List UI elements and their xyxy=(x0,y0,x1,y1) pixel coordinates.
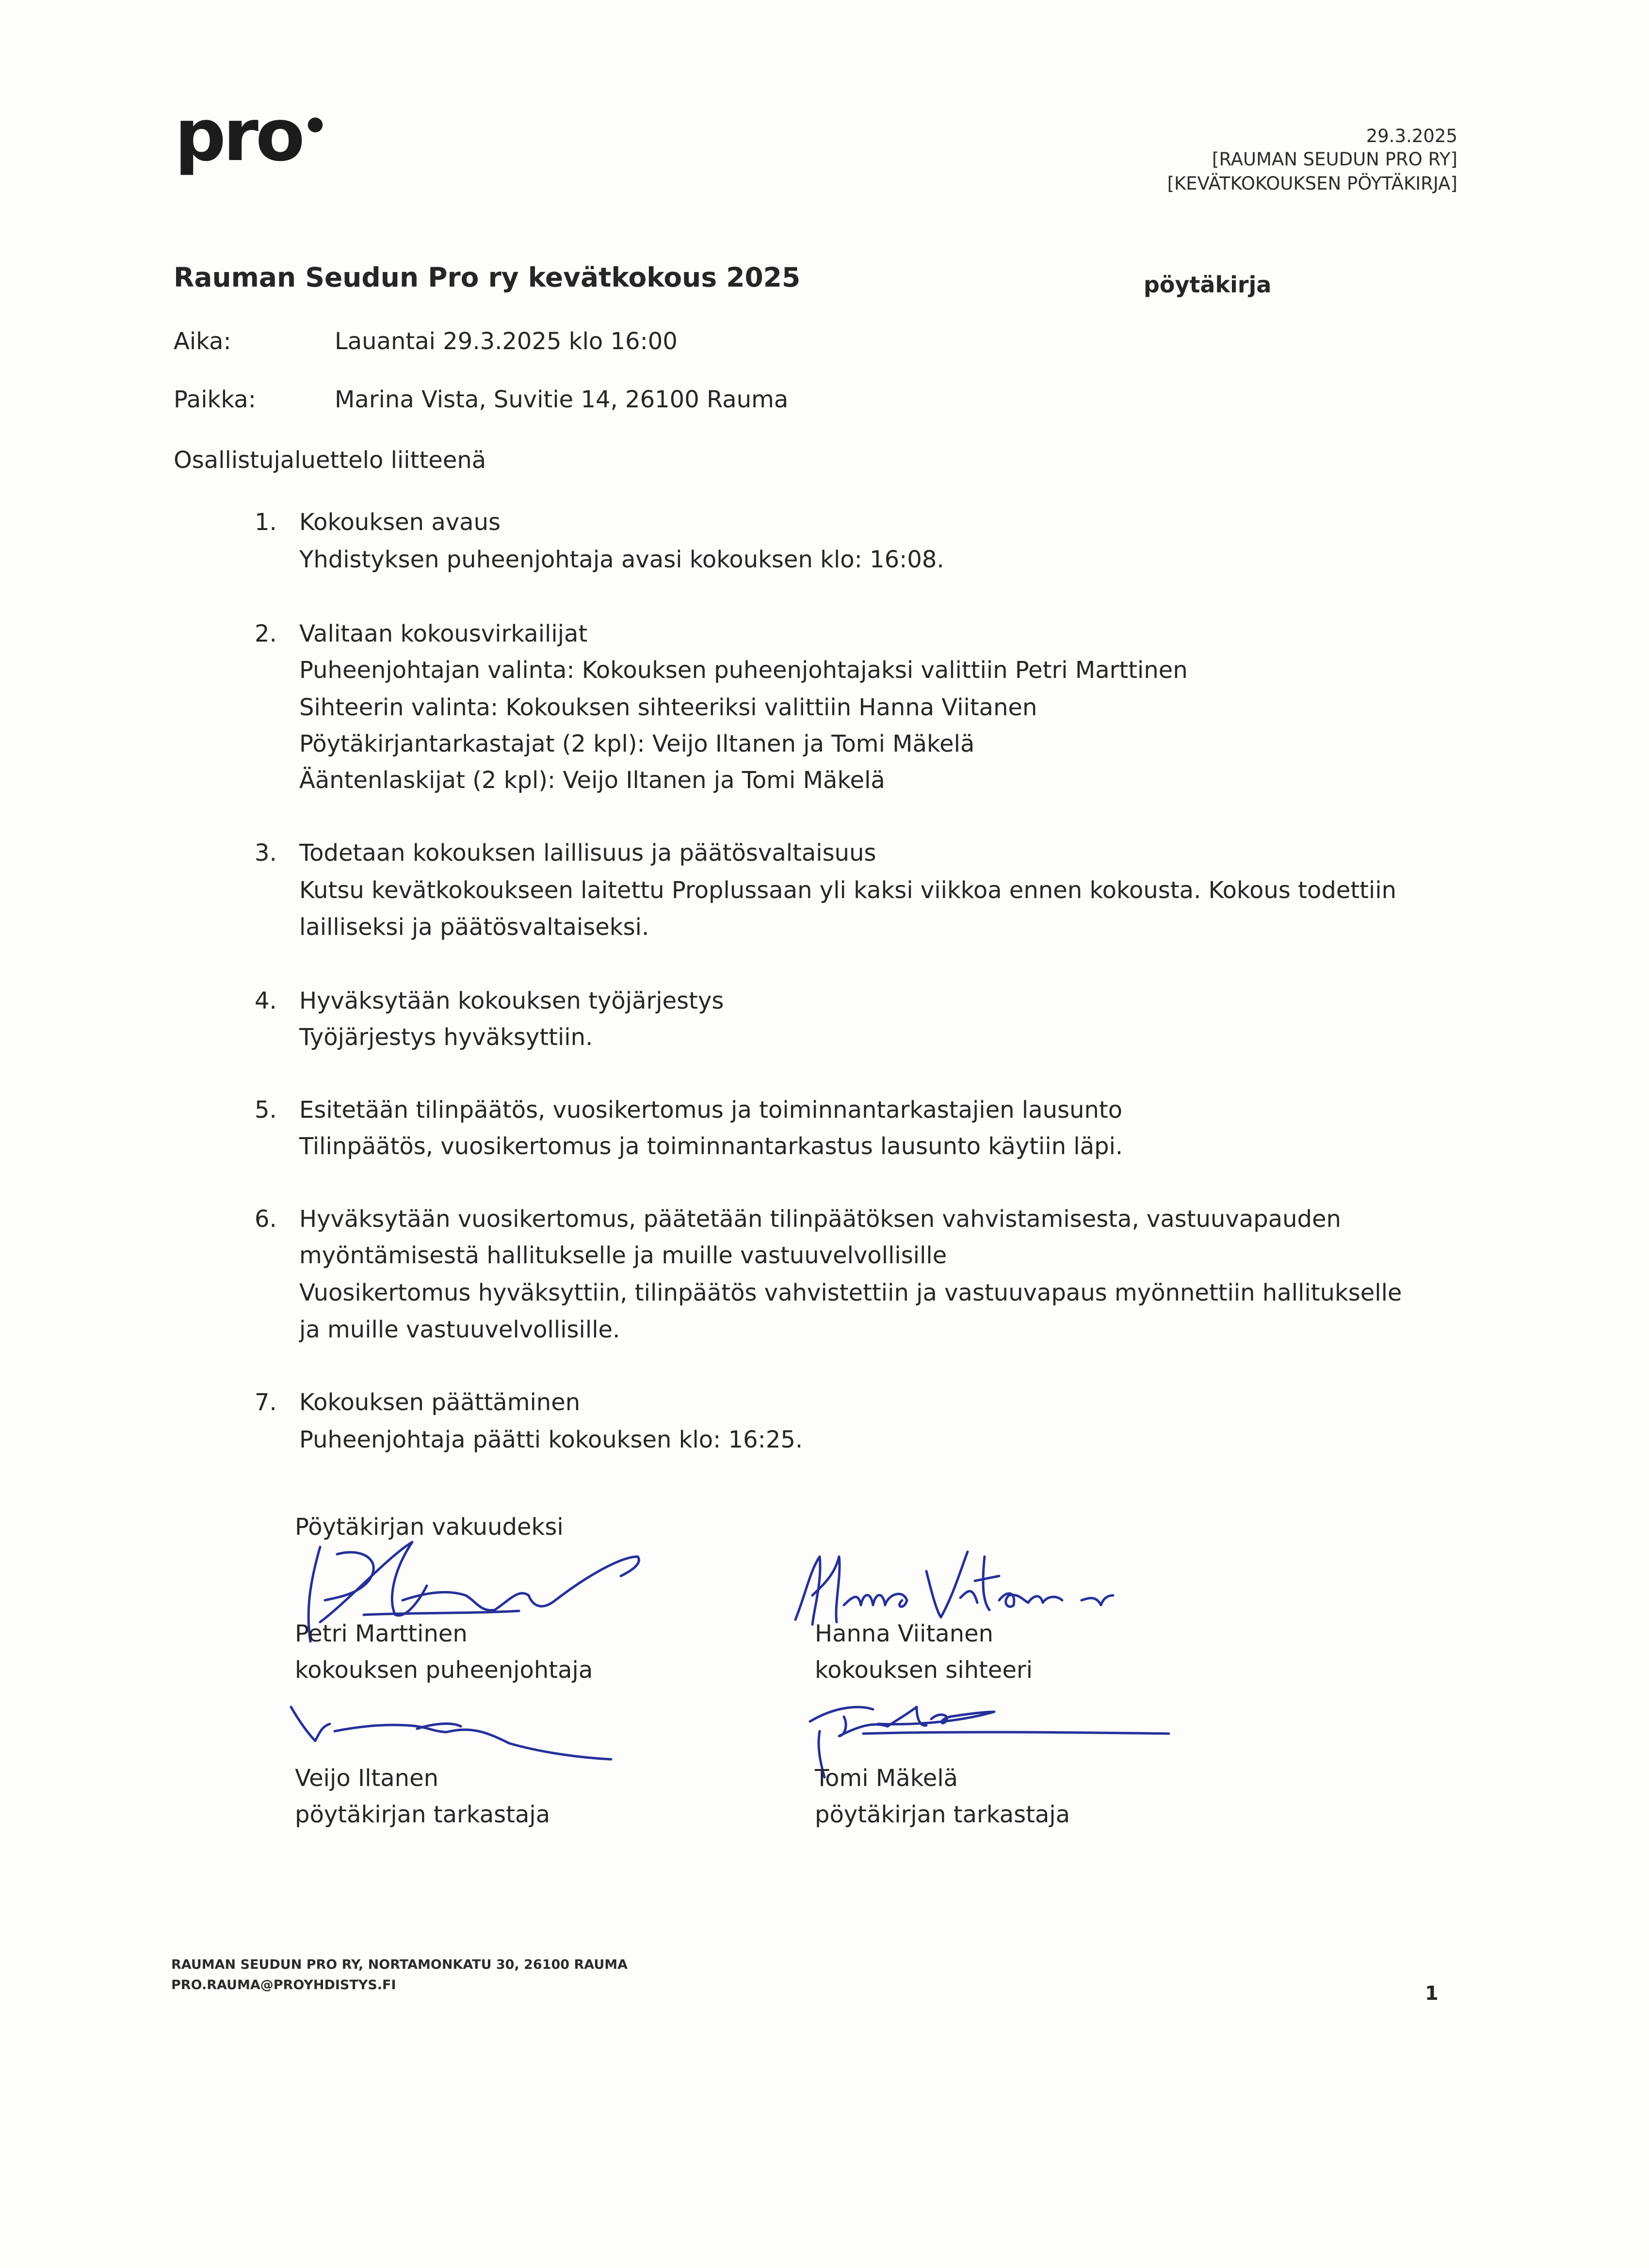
item-heading: Kokouksen päättäminen xyxy=(299,1389,581,1416)
item-number: 7. xyxy=(255,1389,277,1416)
signer-role: pöytäkirjan tarkastaja xyxy=(295,1801,550,1828)
place-label: Paikka: xyxy=(174,386,256,413)
item-line: Tilinpäätös, vuosikertomus ja toiminnantarkastus lausunto käytiin läpi. xyxy=(299,1133,1123,1160)
item-line: myöntämisestä hallitukselle ja muille vastuuvelvollisille xyxy=(299,1242,947,1269)
item-heading: Kokouksen avaus xyxy=(299,509,501,536)
document-kind: pöytäkirja xyxy=(1144,272,1272,298)
footer-address: RAUMAN SEUDUN PRO RY, NORTAMONKATU 30, 26100 RAUMA xyxy=(171,1957,628,1972)
item-heading: Esitetään tilinpäätös, vuosikertomus ja toiminnantarkastajien lausunto xyxy=(299,1096,1123,1124)
item-heading: Hyväksytään kokouksen työjärjestys xyxy=(299,987,724,1014)
item-line: ja muille vastuuvelvollisille. xyxy=(299,1316,620,1343)
item-line: Puheenjohtaja päätti kokouksen klo: 16:25. xyxy=(299,1426,803,1453)
header-org: [RAUMAN SEUDUN PRO RY] xyxy=(1212,149,1457,170)
item-number: 4. xyxy=(255,987,277,1014)
attendees-note: Osallistujaluettelo liitteenä xyxy=(174,447,486,474)
item-line: Vuosikertomus hyväksyttiin, tilinpäätös vahvistettiin ja vastuuvapaus myönnettiin hallitukselle xyxy=(299,1279,1402,1306)
place-value: Marina Vista, Suvitie 14, 26100 Rauma xyxy=(335,386,789,413)
signature-intro: Pöytäkirjan vakuudeksi xyxy=(295,1513,564,1541)
item-number: 1. xyxy=(255,509,277,536)
item-heading: Hyväksytään vuosikertomus, päätetään tilinpäätöksen vahvistamisesta, vastuuvapauden xyxy=(299,1206,1342,1233)
signer-role: pöytäkirjan tarkastaja xyxy=(815,1801,1070,1828)
time-value: Lauantai 29.3.2025 klo 16:00 xyxy=(335,328,678,355)
signer-name: Tomi Mäkelä xyxy=(815,1765,958,1792)
item-number: 3. xyxy=(255,839,277,867)
footer-email: PRO.RAUMA@PROYHDISTYS.FI xyxy=(171,1978,396,1993)
item-line: Yhdistyksen puheenjohtaja avasi kokouksen klo: 16:08. xyxy=(299,546,944,573)
item-number: 2. xyxy=(255,620,277,647)
signature-veijo-iltanen xyxy=(286,1697,626,1770)
item-line: Pöytäkirjantarkastajat (2 kpl): Veijo Iltanen ja Tomi Mäkelä xyxy=(299,730,975,757)
item-number: 5. xyxy=(255,1096,277,1124)
item-line: Ääntenlaskijat (2 kpl): Veijo Iltanen ja Tomi Mäkelä xyxy=(299,767,885,794)
item-heading: Valitaan kokousvirkailijat xyxy=(299,620,588,647)
signer-name: Veijo Iltanen xyxy=(295,1765,439,1792)
document-title: Rauman Seudun Pro ry kevätkokous 2025 xyxy=(174,262,801,293)
signer-role: kokouksen sihteeri xyxy=(815,1657,1033,1684)
item-line: Työjärjestys hyväksyttiin. xyxy=(299,1024,593,1051)
time-label: Aika: xyxy=(174,328,231,355)
item-line: Kutsu kevätkokoukseen laitettu Proplussaan yli kaksi viikkoa ennen kokousta. Kokous todettiin xyxy=(299,877,1397,904)
signer-name: Petri Marttinen xyxy=(295,1620,468,1647)
item-line: Puheenjohtajan valinta: Kokouksen puheenjohtajaksi valittiin Petri Marttinen xyxy=(299,657,1188,684)
signer-name: Hanna Viitanen xyxy=(815,1620,994,1647)
page-number: 1 xyxy=(1425,1982,1439,2005)
signer-role: kokouksen puheenjohtaja xyxy=(295,1657,593,1684)
header-date: 29.3.2025 xyxy=(1366,126,1457,146)
item-heading: Todetaan kokouksen laillisuus ja päätösvaltaisuus xyxy=(299,839,876,867)
header-doc-type: [KEVÄTKOKOUKSEN PÖYTÄKIRJA] xyxy=(1167,173,1457,194)
item-line: Sihteerin valinta: Kokouksen sihteeriksi valittiin Hanna Viitanen xyxy=(299,694,1037,721)
item-number: 6. xyxy=(255,1206,277,1233)
pro-logo: pro ● xyxy=(175,94,324,177)
item-line: lailliseksi ja päätösvaltaiseksi. xyxy=(299,914,649,941)
